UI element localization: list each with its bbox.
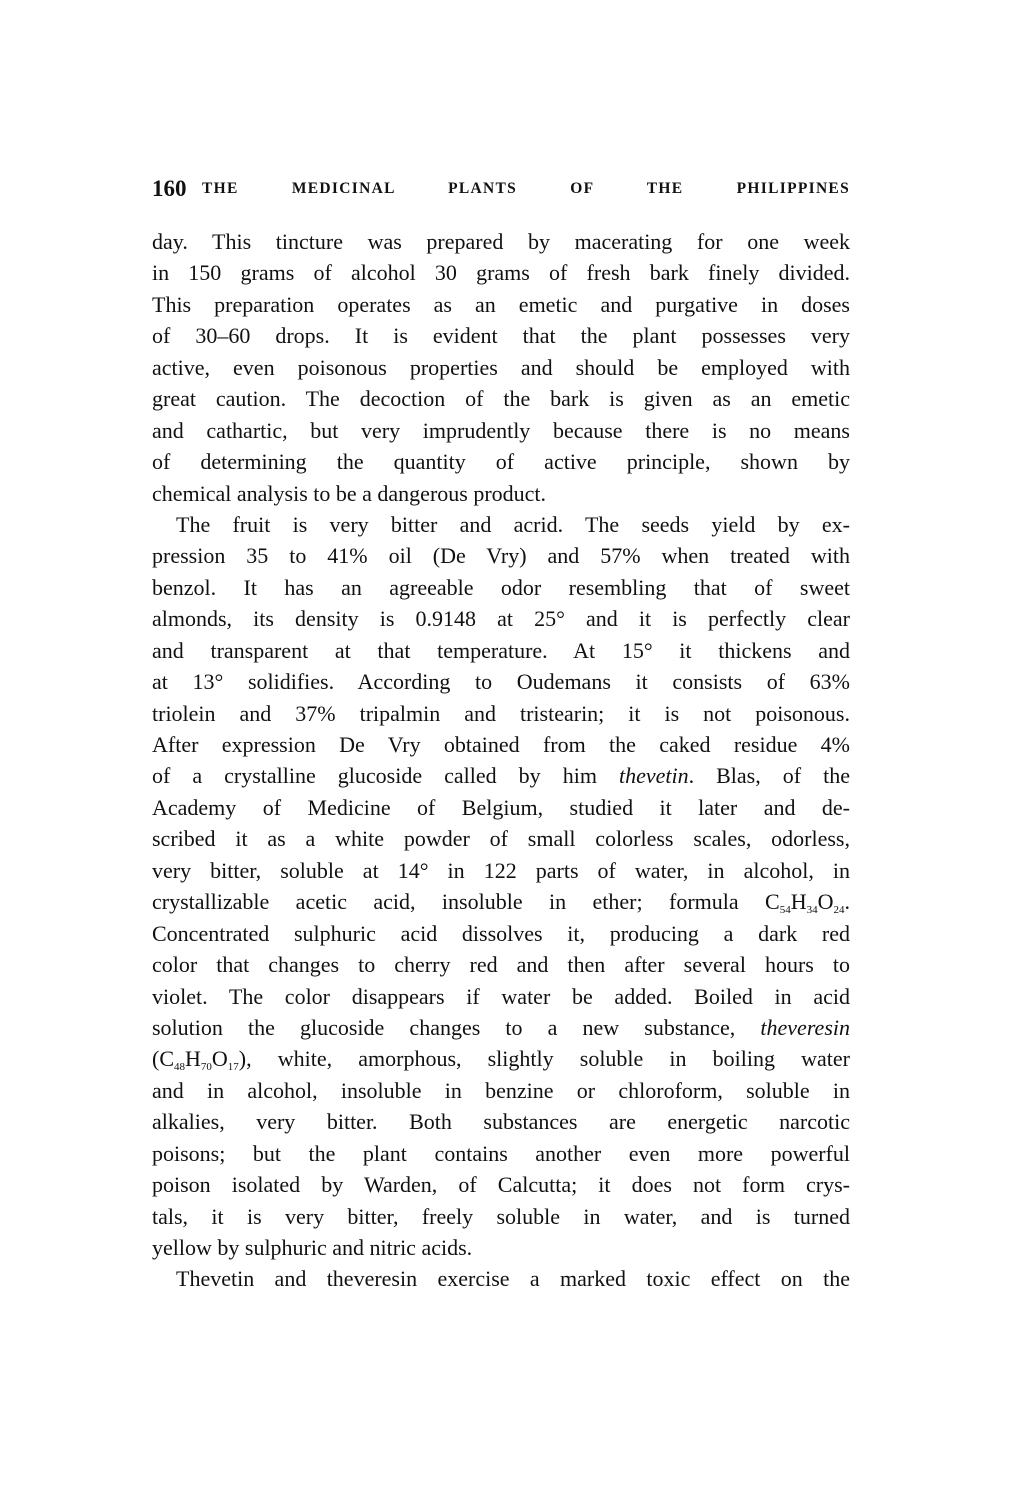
text-line: color that changes to cherry red and then after several hours to	[152, 952, 850, 978]
text-line: Academy of Medicine of Belgium, studied it later and de-	[152, 794, 850, 820]
text-line: chemical analysis to be a dangerous product.	[152, 480, 547, 506]
text-line: very bitter, soluble at 14° in 122 parts of water, in alcohol, in	[152, 857, 850, 883]
running-title: THE MEDICINAL PLANTS OF THE PHILIPPINES	[202, 180, 850, 197]
text-line: benzol. It has an agreeable odor resembling that of sweet	[152, 574, 850, 600]
text-line	[152, 886, 850, 917]
text-line: almonds, its density is 0.9148 at 25° and it is perfectly clear	[152, 606, 850, 632]
text-line: and cathartic, but very imprudently because there is no means	[152, 417, 850, 443]
running-header	[152, 176, 850, 206]
text-run: (C	[152, 1046, 174, 1072]
subscript: 70	[200, 1061, 212, 1074]
text-run: O	[211, 1046, 228, 1072]
subscript: 24	[833, 904, 845, 917]
text-run: ), white, amorphous, slightly soluble in boiling water	[238, 1046, 850, 1072]
text-run: .	[844, 889, 850, 915]
text-run: H	[185, 1046, 201, 1072]
text-line: poison isolated by Warden, of Calcutta; it does not form crys-	[152, 1172, 850, 1198]
text-line: day. This tincture was prepared by macerating for one week	[152, 229, 850, 254]
subscript: 54	[779, 904, 791, 917]
text-line: active, even poisonous properties and should be employed with	[152, 354, 850, 380]
italic-term: theveresin	[760, 1014, 850, 1040]
text-line: This preparation operates as an emetic and purgative in doses	[152, 291, 850, 317]
text-run: of a crystalline glucoside called by him	[152, 763, 619, 789]
body-text	[152, 226, 850, 1295]
text-line: of determining the quantity of active principle, shown by	[152, 449, 850, 475]
text-line: After expression De Vry obtained from the caked residue 4%	[152, 732, 850, 757]
text-line: poisons; but the plant contains another even more powerful	[152, 1140, 850, 1166]
text-line: scribed it as a white powder of small colorless scales, odorless,	[152, 826, 850, 852]
text-line: Concentrated sulphuric acid dissolves it, producing a dark red	[152, 920, 850, 946]
subscript: 17	[227, 1061, 239, 1074]
subscript: 34	[806, 904, 818, 917]
text-line: The fruit is very bitter and acrid. The seeds yield by ex-	[176, 511, 850, 537]
text-line: and in alcohol, insoluble in benzine or chloroform, soluble in	[152, 1077, 850, 1103]
text-line: violet. The color disappears if water be added. Boiled in acid	[152, 983, 850, 1009]
text-run: solution the glucoside changes to a new substance,	[152, 1014, 761, 1040]
text-line: at 13° solidifies. According to Oudemans it consists of 63%	[152, 669, 850, 695]
text-line: tals, it is very bitter, freely soluble in water, and is turned	[152, 1203, 850, 1229]
text-line: in 150 grams of alcohol 30 grams of fresh bark finely divided.	[152, 260, 850, 286]
text-run: O	[817, 889, 834, 915]
text-line: great caution. The decoction of the bark is given as an emetic	[152, 386, 850, 412]
text-line: Thevetin and theveresin exercise a marked toxic effect on the	[176, 1266, 850, 1292]
text-run: . Blas, of the	[688, 763, 850, 789]
text-run: H	[790, 889, 807, 915]
text-line: of 30–60 drops. It is evident that the plant possesses very	[152, 323, 850, 349]
text-line: pression 35 to 41% oil (De Vry) and 57% when treated with	[152, 543, 850, 569]
text-line: and transparent at that temperature. At 15° it thickens and	[152, 637, 850, 663]
text-line	[152, 760, 850, 791]
italic-term: thevetin	[618, 763, 689, 789]
text-line: yellow by sulphuric and nitric acids.	[152, 1235, 473, 1260]
subscript: 48	[174, 1061, 185, 1074]
text-line: alkalies, very bitter. Both substances are energetic narcotic	[152, 1109, 850, 1135]
text-run: crystallizable acetic acid, insoluble in ether; formula C	[152, 889, 780, 915]
page-number: 160	[152, 176, 187, 201]
text-line	[152, 1043, 850, 1074]
text-line: triolein and 37% tripalmin and tristearin; it is not poisonous.	[152, 700, 850, 726]
text-line	[152, 1012, 850, 1043]
